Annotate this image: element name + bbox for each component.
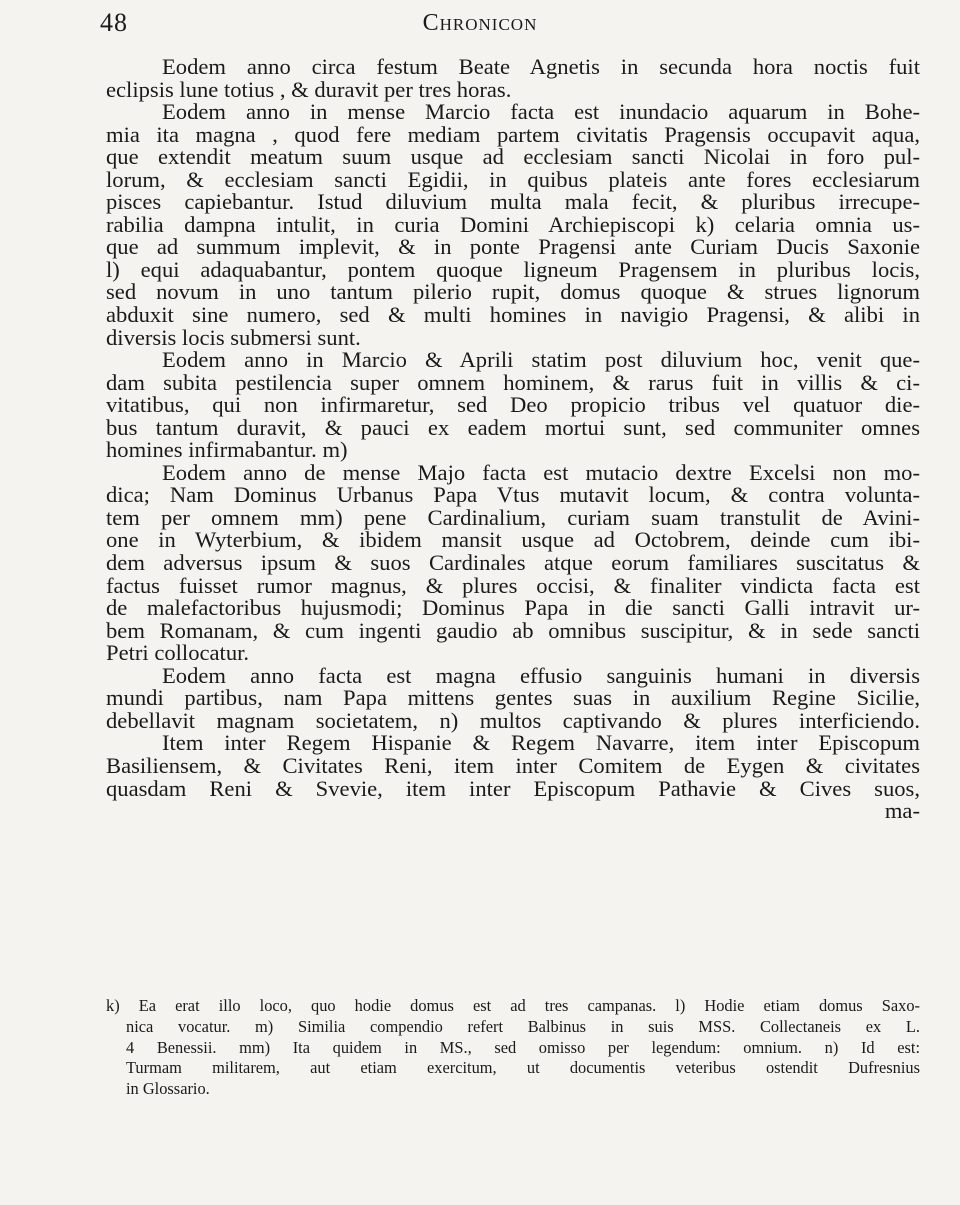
footnote-line: nica vocatur. m) Similia compendio refert Balbinus in suis MSS. Collectaneis ex L.: [126, 1016, 920, 1036]
text-line: sed novum in uno tantum pilerio rupit, domus quoque & strues lignorum: [106, 279, 920, 305]
text-line: de malefactoribus hujusmodi; Dominus Papa in die sancti Galli intravit ur-: [106, 595, 920, 621]
text-line: rabilia dampna intulit, in curia Domini Archiepiscopi k) celaria omnia us-: [106, 211, 920, 237]
text-line: dam subita pestilencia super omnem hominem, & rarus fuit in villis & ci-: [106, 369, 920, 395]
text-line: bus tantum duravit, & pauci ex eadem mortui sunt, sed communiter omnes: [106, 414, 920, 440]
text-line: Eodem anno facta est magna effusio sanguinis humani in diversis: [162, 662, 920, 688]
text-line: que ad summum implevit, & in ponte Pragensi ante Curiam Ducis Saxonie: [106, 234, 920, 260]
text-line: bem Romanam, & cum ingenti gaudio ab omnibus suscipitur, & in sede sancti: [106, 617, 920, 643]
text-line: debellavit magnam societatem, n) multos captivando & plures interficiendo.: [106, 707, 920, 733]
text-line: pisces capiebantur. Istud diluvium multa mala fecit, & pluribus irrecupe-: [106, 189, 920, 215]
footnote-line: in Glossario.: [126, 1079, 210, 1099]
footnote-line: 4 Benessii. mm) Ita quidem in MS., sed omisso per legendum: omnium. n) Id est:: [126, 1037, 920, 1057]
text-line: Eodem anno de mense Majo facta est mutacio dextre Excelsi non mo-: [162, 459, 920, 485]
footnotes: [106, 996, 920, 1100]
text-line: lorum, & ecclesiam sancti Egidii, in quibus plateis ante fores ecclesiarum: [106, 166, 920, 192]
text-line: dem adversus ipsum & suos Cardinales atque eorum familiares suscitatus &: [106, 550, 920, 576]
text-line: ma-: [884, 798, 920, 824]
text-line: Basiliensem, & Civitates Reni, item inter Comitem de Eygen & civitates: [106, 752, 920, 778]
text-line: Eodem anno circa festum Beate Agnetis in secunda hora noctis fuit: [162, 54, 920, 79]
footnote-line: Turmam militarem, aut etiam exercitum, ut documentis veteribus ostendit Dufresnius: [126, 1058, 920, 1078]
text-line: mundi partibus, nam Papa mittens gentes suas in auxilium Regine Sicilie,: [106, 685, 920, 711]
text-line: l) equi adaquabantur, pontem quoque ligneum Pragensem in pluribus locis,: [106, 256, 920, 282]
text-line: dica; Nam Dominus Urbanus Papa Vtus mutavit locum, & contra volunta-: [106, 482, 920, 508]
text-line: one in Wyterbium, & ibidem mansit usque ad Octobrem, deinde cum ibi-: [106, 527, 920, 553]
text-line: tem per omnem mm) pene Cardinalium, curiam suam transtulit de Avini-: [106, 504, 920, 530]
page-number: 48: [100, 8, 128, 37]
text-line: vitatibus, qui non infirmaretur, sed Deo propicio tribus vel quatuor die-: [106, 392, 920, 418]
text-line: quasdam Reni & Svevie, item inter Episcopum Pathavie & Cives suos,: [106, 775, 920, 801]
text-line: abduxit sine numero, sed & multi homines in navigio Pragensi, & alibi in: [106, 302, 920, 328]
text-line: Petri collocatur.: [106, 640, 250, 666]
running-title: Chronicon: [422, 10, 538, 36]
body-text: [106, 56, 920, 823]
text-line: mia ita magna , quod fere mediam partem civitatis Pragensis occupavit aqua,: [106, 121, 920, 147]
text-line: diversis locis submersi sunt.: [106, 324, 361, 350]
text-line: Item inter Regem Hispanie & Regem Navarre, item inter Episcopum: [162, 730, 920, 756]
text-line: Eodem anno in mense Marcio facta est inundacio aquarum in Bohe-: [162, 99, 920, 125]
text-line: factus fuisset rumor magnus, & plures occisi, & finaliter vindicta facta est: [106, 572, 920, 598]
text-line: homines infirmabantur. m): [106, 437, 348, 463]
footnote-line: k) Ea erat illo loco, quo hodie domus est ad tres campanas. l) Hodie etiam domus Saxo-: [106, 996, 920, 1015]
text-line: que extendit meatum suum usque ad ecclesiam sancti Nicolai in foro pul-: [106, 144, 920, 170]
text-line: Eodem anno in Marcio & Aprili statim post diluvium hoc, venit que-: [162, 347, 920, 373]
text-line: eclipsis lune totius , & duravit per tres horas.: [106, 76, 512, 102]
